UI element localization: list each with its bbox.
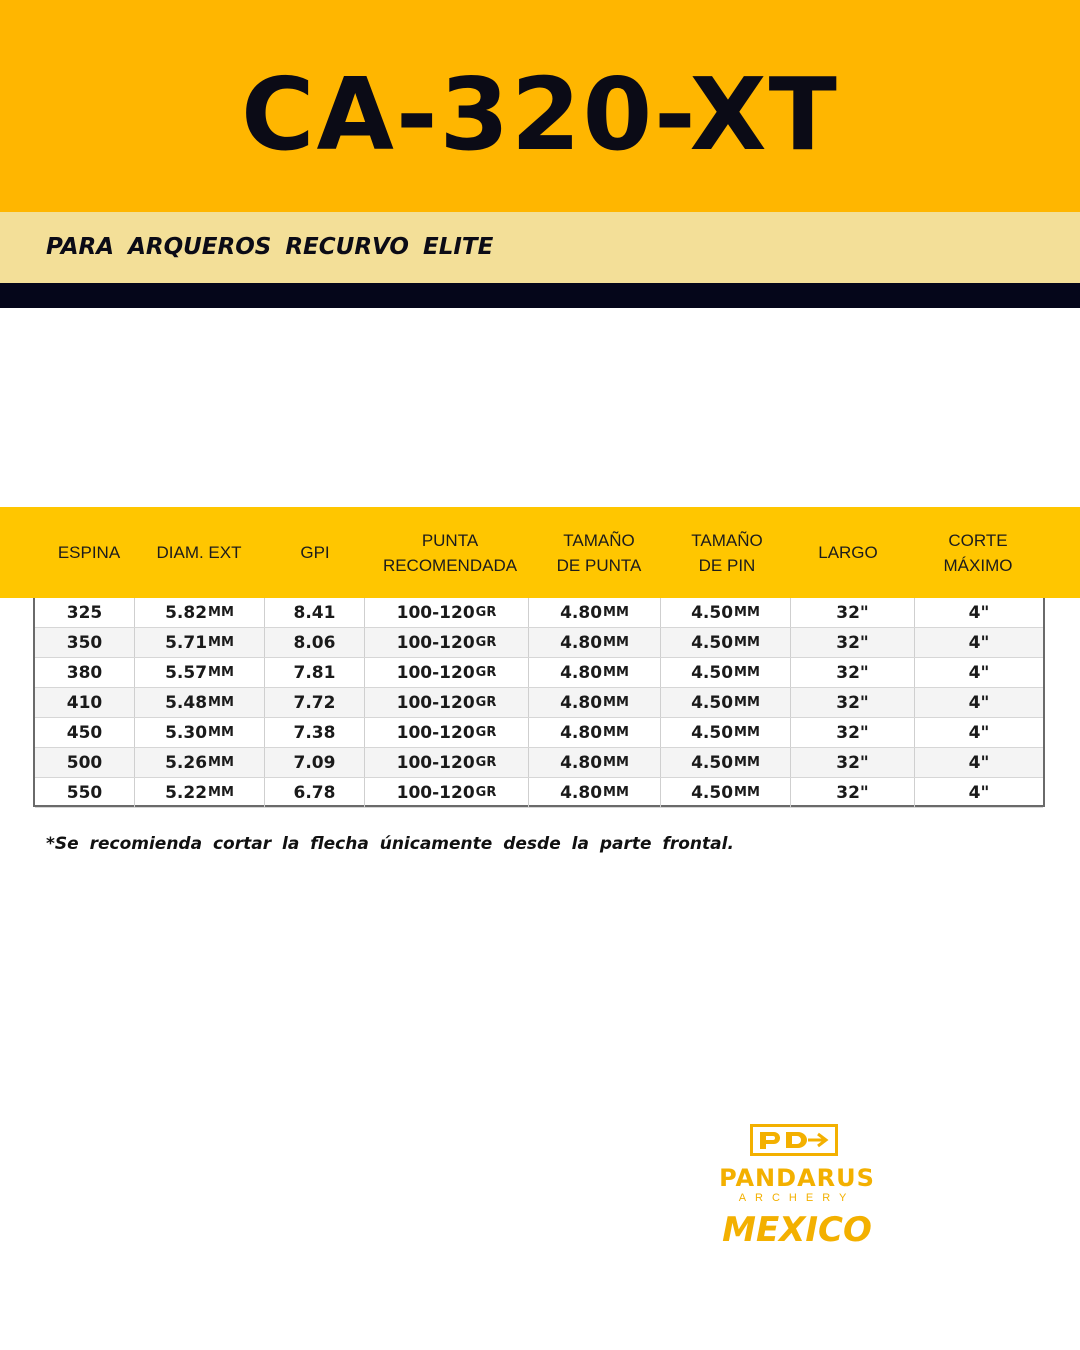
- table-cell-corte: [915, 628, 1043, 657]
- table-cell-tam-pin: [661, 688, 791, 717]
- table-cell-gpi: [265, 718, 365, 747]
- table-cell-gpi: [265, 688, 365, 717]
- table-cell-espina: [35, 688, 135, 717]
- table-cell-diam: [135, 778, 265, 807]
- cell-unit: GR: [475, 695, 497, 710]
- cell-value: 100-120: [396, 632, 475, 653]
- cell-value: 4.50: [691, 602, 734, 623]
- cell-value: 4.80: [560, 722, 603, 743]
- table-row: [35, 658, 1043, 688]
- spec-table: [33, 598, 1045, 807]
- cell-value: 100-120: [396, 662, 475, 683]
- divider-bar: [0, 283, 1080, 308]
- table-cell-diam: [135, 628, 265, 657]
- cell-value: 32": [836, 602, 869, 623]
- table-cell-espina: [35, 598, 135, 627]
- cell-unit: MM: [734, 695, 760, 710]
- cell-value: 4": [968, 632, 990, 653]
- column-header-line: DIAM. EXT: [156, 543, 242, 562]
- table-cell-espina: [35, 628, 135, 657]
- column-header-line: RECOMENDADA: [382, 555, 518, 575]
- subtitle-band: [0, 212, 1080, 283]
- cell-unit: MM: [734, 785, 760, 800]
- cell-value: 6.78: [293, 782, 336, 803]
- cell-value: 4": [968, 602, 990, 623]
- table-cell-tam-pin: [661, 628, 791, 657]
- cell-unit: MM: [603, 785, 629, 800]
- table-cell-gpi: [265, 598, 365, 627]
- cell-value: 4.80: [560, 782, 603, 803]
- cell-value: 7.72: [293, 692, 336, 713]
- table-cell-punta: [365, 718, 529, 747]
- table-cell-largo: [791, 748, 915, 777]
- cell-unit: MM: [734, 605, 760, 620]
- cell-unit: MM: [208, 635, 234, 650]
- cell-value: 5.57: [165, 662, 208, 683]
- cell-unit: MM: [603, 725, 629, 740]
- column-header-line: LARGO: [818, 543, 878, 562]
- table-cell-punta: [365, 628, 529, 657]
- table-cell-diam: [135, 748, 265, 777]
- table-cell-punta: [365, 778, 529, 807]
- cell-value: 32": [836, 782, 869, 803]
- cell-value: 500: [66, 752, 103, 773]
- cell-value: 4": [968, 692, 990, 713]
- table-cell-tam-punta: [529, 718, 661, 747]
- cell-unit: MM: [603, 755, 629, 770]
- cell-value: 5.48: [165, 692, 208, 713]
- table-cell-espina: [35, 778, 135, 807]
- cell-value: 4": [968, 782, 990, 803]
- product-subtitle: PARA ARQUEROS RECURVO ELITE: [46, 234, 494, 260]
- cell-value: 100-120: [396, 602, 475, 623]
- cell-unit: MM: [603, 665, 629, 680]
- column-header: [912, 507, 1044, 598]
- cell-value: 5.26: [165, 752, 208, 773]
- table-cell-corte: [915, 658, 1043, 687]
- table-cell-tam-pin: [661, 718, 791, 747]
- table-cell-gpi: [265, 748, 365, 777]
- column-header: [796, 507, 900, 598]
- column-header-line: GPI: [300, 543, 330, 562]
- column-header-line: PUNTA: [421, 530, 479, 550]
- cell-value: 350: [66, 632, 103, 653]
- cell-value: 380: [66, 662, 103, 683]
- cell-value: 32": [836, 692, 869, 713]
- column-header-line: TAMAÑO: [563, 530, 635, 550]
- table-row: [35, 628, 1043, 658]
- cell-unit: GR: [475, 665, 497, 680]
- table-cell-corte: [915, 688, 1043, 717]
- cell-value: 325: [66, 602, 103, 623]
- cell-value: 4.50: [691, 692, 734, 713]
- table-cell-tam-punta: [529, 628, 661, 657]
- cell-unit: GR: [475, 605, 497, 620]
- cell-value: 4.80: [560, 602, 603, 623]
- table-cell-largo: [791, 628, 915, 657]
- table-cell-punta: [365, 688, 529, 717]
- cell-value: 5.82: [165, 602, 208, 623]
- table-cell-largo: [791, 718, 915, 747]
- table-cell-largo: [791, 658, 915, 687]
- table-cell-corte: [915, 778, 1043, 807]
- cell-value: 5.71: [165, 632, 208, 653]
- table-cell-corte: [915, 748, 1043, 777]
- cell-unit: MM: [734, 665, 760, 680]
- cell-value: 8.06: [293, 632, 336, 653]
- column-header-line: MÁXIMO: [943, 555, 1013, 575]
- table-cell-gpi: [265, 628, 365, 657]
- table-cell-tam-pin: [661, 748, 791, 777]
- table-cell-tam-pin: [661, 778, 791, 807]
- cell-value: 5.22: [165, 782, 208, 803]
- table-cell-diam: [135, 688, 265, 717]
- cell-unit: MM: [208, 695, 234, 710]
- cell-unit: GR: [475, 755, 497, 770]
- cell-value: 4.80: [560, 692, 603, 713]
- cell-value: 4.50: [691, 722, 734, 743]
- column-header: [140, 507, 258, 598]
- column-header-line: TAMAÑO: [691, 530, 763, 550]
- cell-value: 550: [66, 782, 103, 803]
- cell-unit: MM: [208, 755, 234, 770]
- table-row: [35, 688, 1043, 718]
- table-row: [35, 778, 1043, 808]
- cell-unit: GR: [475, 635, 497, 650]
- cell-value: 4": [968, 752, 990, 773]
- table-cell-largo: [791, 598, 915, 627]
- cell-value: 4.80: [560, 752, 603, 773]
- table-cell-punta: [365, 748, 529, 777]
- table-cell-espina: [35, 748, 135, 777]
- table-cell-tam-punta: [529, 688, 661, 717]
- cell-value: 32": [836, 632, 869, 653]
- cell-unit: GR: [475, 785, 497, 800]
- pd-arrow-logo-icon: [750, 1124, 838, 1156]
- table-cell-espina: [35, 718, 135, 747]
- cell-unit: GR: [475, 725, 497, 740]
- cell-unit: MM: [603, 605, 629, 620]
- cell-value: 5.30: [165, 722, 208, 743]
- cell-value: 4": [968, 722, 990, 743]
- cell-unit: MM: [208, 725, 234, 740]
- brand-name: PANDARUS: [719, 1164, 875, 1192]
- cell-value: 450: [66, 722, 103, 743]
- table-cell-tam-pin: [661, 658, 791, 687]
- product-title: CA-320-XT: [241, 55, 839, 173]
- brand-country: MEXICO: [722, 1210, 872, 1250]
- cell-unit: MM: [734, 635, 760, 650]
- table-cell-diam: [135, 598, 265, 627]
- cell-unit: MM: [734, 725, 760, 740]
- cell-value: 8.41: [293, 602, 336, 623]
- cell-unit: MM: [603, 695, 629, 710]
- column-header: [536, 507, 662, 598]
- brand-logo: [690, 1122, 910, 1262]
- table-cell-espina: [35, 658, 135, 687]
- cell-value: 4.50: [691, 752, 734, 773]
- cell-value: 100-120: [396, 752, 475, 773]
- cell-value: 100-120: [396, 722, 475, 743]
- column-header: [372, 507, 528, 598]
- table-cell-tam-pin: [661, 598, 791, 627]
- cell-value: 4": [968, 662, 990, 683]
- table-cell-largo: [791, 778, 915, 807]
- cell-value: 100-120: [396, 782, 475, 803]
- table-cell-largo: [791, 688, 915, 717]
- cell-value: 4.80: [560, 662, 603, 683]
- cell-value: 32": [836, 662, 869, 683]
- table-cell-gpi: [265, 778, 365, 807]
- table-cell-diam: [135, 658, 265, 687]
- table-row: [35, 598, 1043, 628]
- title-band: [0, 0, 1080, 212]
- cell-value: 4.50: [691, 662, 734, 683]
- column-header-line: CORTE: [948, 530, 1008, 550]
- cell-value: 4.80: [560, 632, 603, 653]
- column-header: [40, 507, 138, 598]
- column-header-line: ESPINA: [57, 543, 121, 562]
- table-cell-corte: [915, 718, 1043, 747]
- cell-value: 7.81: [293, 662, 336, 683]
- brand-subline: ARCHERY: [738, 1192, 856, 1204]
- column-header-line: DE PUNTA: [556, 555, 642, 575]
- cell-value: 100-120: [396, 692, 475, 713]
- table-row: [35, 718, 1043, 748]
- table-row: [35, 748, 1043, 778]
- cell-unit: MM: [208, 785, 234, 800]
- cell-value: 4.50: [691, 782, 734, 803]
- cell-value: 7.38: [293, 722, 336, 743]
- cell-unit: MM: [734, 755, 760, 770]
- table-cell-corte: [915, 598, 1043, 627]
- cell-unit: MM: [208, 665, 234, 680]
- cell-unit: MM: [603, 635, 629, 650]
- cell-value: 7.09: [293, 752, 336, 773]
- cutting-note: *Se recomienda cortar la flecha únicamente desde la parte frontal.: [46, 834, 734, 854]
- cell-value: 32": [836, 722, 869, 743]
- table-cell-punta: [365, 598, 529, 627]
- column-header: [666, 507, 788, 598]
- cell-value: 32": [836, 752, 869, 773]
- table-cell-diam: [135, 718, 265, 747]
- table-cell-tam-punta: [529, 658, 661, 687]
- column-header-line: DE PIN: [698, 555, 756, 575]
- table-cell-tam-punta: [529, 598, 661, 627]
- table-cell-tam-punta: [529, 778, 661, 807]
- table-cell-tam-punta: [529, 748, 661, 777]
- table-cell-punta: [365, 658, 529, 687]
- table-cell-gpi: [265, 658, 365, 687]
- cell-unit: MM: [208, 605, 234, 620]
- cell-value: 4.50: [691, 632, 734, 653]
- table-header: [0, 507, 1080, 598]
- cell-value: 410: [66, 692, 103, 713]
- column-header: [270, 507, 360, 598]
